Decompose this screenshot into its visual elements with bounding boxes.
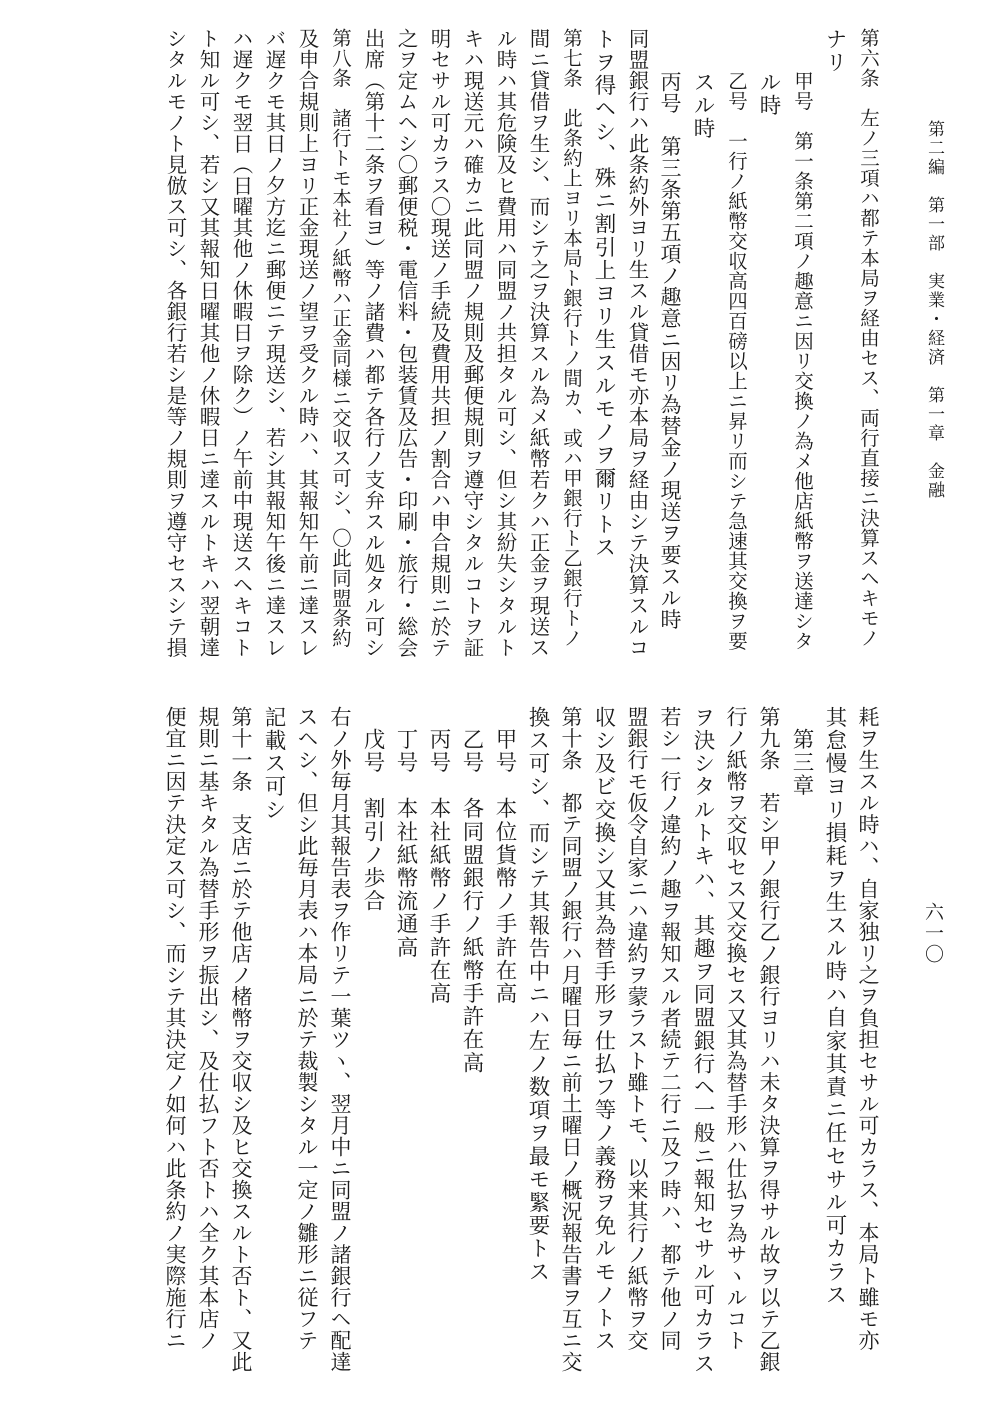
text-column: 換ス可シ、而シテ其報告中ニハ左ノ数項ヲ最モ緊要トス (525, 706, 550, 1284)
text-column: 第七条 此条約上ヨリ本局ト銀行トノ間カ、或ハ甲銀行ト乙銀行トノ (560, 28, 583, 648)
text-column: 第十条 都テ同盟ノ銀行ハ月曜日毎ニ前土曜日ノ概況報告書ヲ互ニ交 (559, 706, 583, 1373)
text-column: 明セサル可カラス〇現送ノ手続及費用共担ノ割合ハ申合規則ニ於テ (427, 28, 451, 658)
text-column: ト知ル可シ、若シ又其報知日曜其他ノ休暇日ニ達スルトキハ翌朝達 (196, 28, 220, 658)
text-column: スヘシ、但シ此毎月表ハ本局ニ於テ裁製シタル一定ノ雛形ニ従フテ (295, 706, 319, 1351)
text-column: 戊号 割引ノ歩合 (360, 728, 385, 913)
text-column: 之ヲ定ムヘシ〇郵便税・電信料・包装賃及広告・印刷・旅行・総会 (394, 28, 418, 658)
text-column: 第六条 左ノ三項ハ都テ本局ヲ経由セス、両行直接ニ決算スヘキモノ (857, 28, 880, 648)
text-column: 記載ス可シ (261, 706, 286, 822)
text-column: 第十一条 支店ニ於テ他店ノ楮幣ヲ交収シ及ヒ交換スルト否ト、又此 (229, 706, 253, 1373)
text-column: ハ遅クモ翌日（日曜其他ノ休暇日ヲ除ク）ノ午前中現送スヘキコト (229, 28, 253, 658)
text-column: 耗ヲ生スル時ハ、自家独リ之ヲ負担セサル可カラス、本局ト雖モ亦 (856, 706, 880, 1351)
text-column: ル時 (756, 71, 781, 118)
text-column: 第八条 諸行トモ本社ノ紙幣ハ正金同様ニ交収ス可シ、〇此同盟条約 (329, 28, 352, 648)
text-column: バ遅クモ其日ノ夕方迄ニ郵便ニテ現送シ、若シ其報知午後ニ達スレ (262, 28, 286, 658)
text-column: トヲ得ヘシ、殊ニ割引上ヨリ生スルモノヲ爾リトス (591, 28, 616, 560)
text-column: 出席（第十二条ヲ看ヨ）等ノ諸費ハ都テ各行ノ支弁スル処タル可シ (361, 28, 385, 658)
text-column: ヲ決シタルトキハ、其趣ヲ同盟銀行ヘ一般ニ報知セサル可カラス (690, 706, 715, 1376)
text-column: 若シ一行ノ違約ノ趣ヲ報知スル者続テ二行ニ及フ時ハ、都テ他ノ同 (658, 706, 682, 1351)
chapter-heading: 第三章 (789, 728, 814, 798)
text-column: ナリ (822, 28, 847, 75)
text-column: 収シ及ビ交換シ又其為替手形ヲ仕払フ等ノ義務ヲ免ルモノトス (591, 706, 616, 1353)
text-column: シタルモノト見倣ス可シ、各銀行若シ是等ノ規則ヲ遵守セスシテ損 (163, 28, 187, 658)
text-column: 其怠慢ヨリ損耗ヲ生スル時ハ自家其責ニ任セサル可カラス (822, 706, 847, 1307)
text-column: 盟銀行モ仮令自家ニハ違約ヲ蒙ラスト雖トモ、以来其行ノ紙幣ヲ交 (625, 706, 649, 1351)
text-column: ル時ハ其危険及ヒ費用ハ同盟ノ共担タル可シ、但シ其紛失シタルト (493, 28, 517, 658)
page-number: 六一〇 (922, 902, 944, 965)
text-column: 第九条 若シ甲ノ銀行乙ノ銀行ヨリハ未タ決算ヲ得サル故ヲ以テ乙銀 (757, 706, 781, 1373)
text-column: 丙号 本社紙幣ノ手許在高 (426, 728, 451, 1006)
text-column: 便宜ニ因テ決定ス可シ、而シテ其決定ノ如何ハ此条約ノ実際施行ニ (163, 706, 187, 1351)
text-column: 乙号 各同盟銀行ノ紙幣手許在高 (459, 728, 484, 1075)
running-header: 第二編 第一部 実業・経済 第一章 金融 (924, 120, 944, 500)
text-column: 行ノ紙幣ヲ交収セス又交換セス又其為替手形ハ仕払ヲ為サヽルコト (724, 706, 748, 1351)
text-column: 丙号 第三条第五項ノ趣意ニ因リ為替金ノ現送ヲ要スル時 (658, 71, 682, 630)
text-column: スル時 (690, 71, 715, 141)
text-column: 規則ニ基キタル為替手形ヲ振出シ、及仕払フト否トハ全ク其本店ノ (196, 706, 220, 1351)
text-column: 甲号 第一条第二項ノ趣意ニ因リ交換ノ為メ他店紙幣ヲ送達シタ (791, 71, 814, 651)
text-column: 同盟銀行ハ此条約外ヨリ生スル貸借モ亦本局ヲ経由シテ決算スルコ (625, 28, 649, 658)
text-column: キハ現送元ハ確カニ此同盟ノ規則及郵便規則ヲ遵守シタルコトヲ証 (460, 28, 484, 658)
text-column: 間ニ貸借ヲ生シ、而シテ之ヲ決算スル為メ紙幣若クハ正金ヲ現送ス (526, 28, 550, 658)
text-column: 右ノ外毎月其報告表ヲ作リテ一葉ツヽ、翌月中ニ同盟ノ諸銀行ヘ配達 (328, 706, 352, 1373)
text-column: 及申合規則上ヨリ正金現送ノ望ヲ受クル時ハ、其報知午前ニ達スレ (295, 28, 319, 658)
text-column: 丁号 本社紙幣流通高 (393, 728, 418, 959)
text-column: 甲号 本位貨幣ノ手許在高 (492, 728, 517, 1006)
text-column: 乙号 一行ノ紙幣交収高四百磅以上ニ昇リ而シテ急速其交換ヲ要 (725, 71, 748, 651)
